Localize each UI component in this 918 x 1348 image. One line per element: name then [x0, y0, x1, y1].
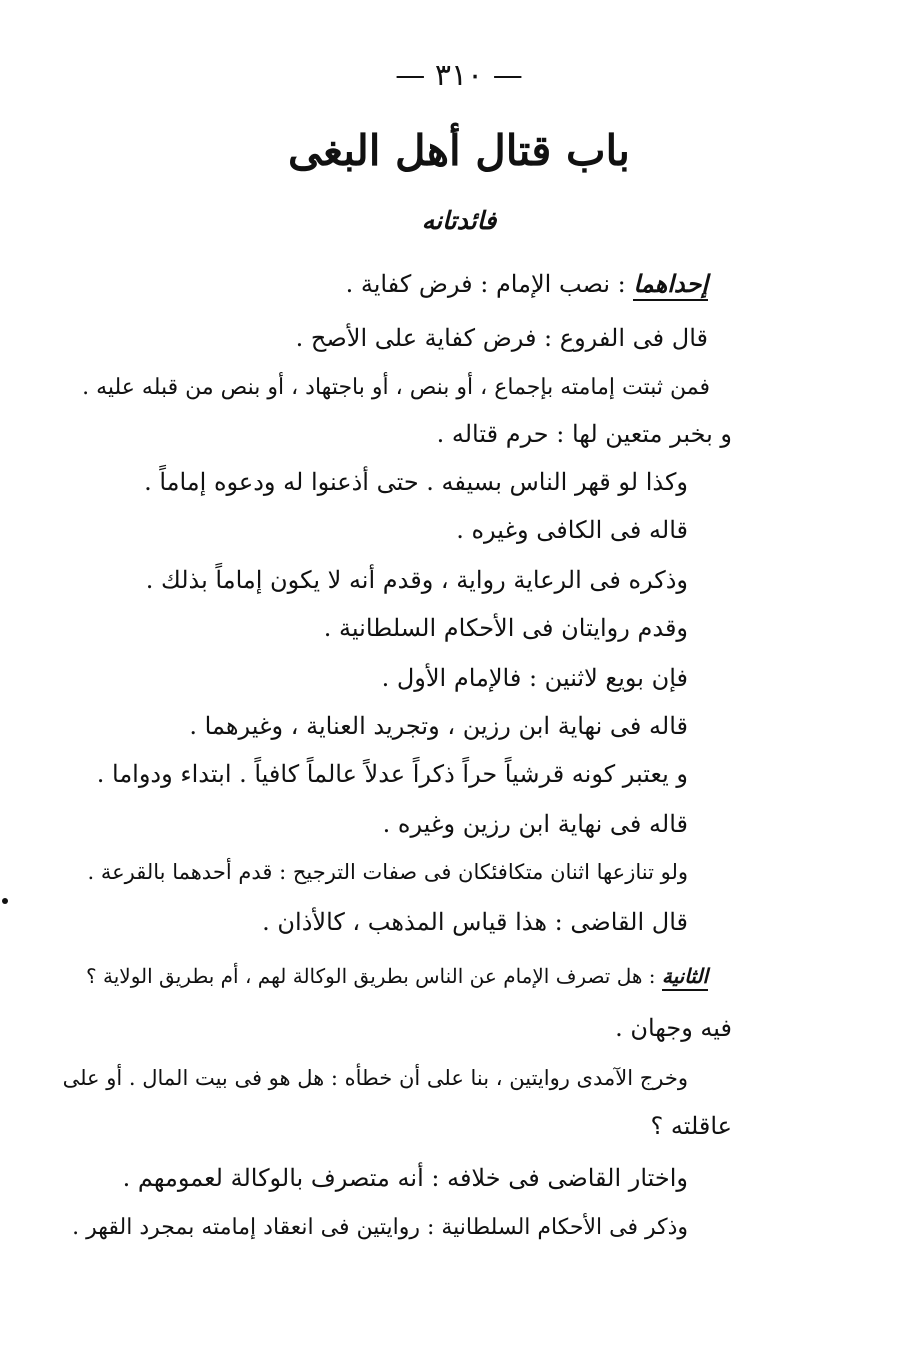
- text-line: [296, 318, 708, 358]
- line-text: قاله فى نهاية ابن رزين وغيره .: [382, 810, 688, 838]
- line-lead-word: الثانية: [662, 964, 708, 991]
- text-line: [615, 1008, 732, 1048]
- line-text: : هل تصرف الإمام عن الناس بطريق الوكالة لهم ، أم بطريق الولاية ؟: [86, 964, 662, 988]
- line-text: ولو تنازعها اثنان متكافئكان فى صفات الترجيح : قدم أحدهما بالقرعة .: [87, 860, 688, 884]
- chapter-title: باب قتال أهل البغى: [288, 126, 630, 175]
- line-text: وكذا لو قهر الناس بسيفه . حتى أذعنوا له ودعوه إماماً .: [144, 468, 688, 496]
- line-text: فيه وجهان .: [615, 1014, 732, 1042]
- text-line: [63, 1058, 688, 1098]
- text-line: [382, 658, 688, 698]
- line-text: واختار القاضى فى خلافه : أنه متصرف بالوكالة لعمومهم .: [122, 1164, 688, 1192]
- text-line: [144, 462, 688, 502]
- text-line: [346, 264, 708, 304]
- text-line: [383, 804, 688, 844]
- text-line: [82, 368, 710, 408]
- text-line: [97, 754, 688, 794]
- line-text: وذكره فى الرعاية رواية ، وقدم أنه لا يكون إماماً بذلك .: [145, 566, 688, 594]
- line-text: و يعتبر كونه قرشياً حراً ذكراً عدلاً عالماً كافياً . ابتداء ودواما .: [96, 760, 688, 788]
- line-text: قاله فى نهاية ابن رزين ، وتجريد العناية ، وغيرهما .: [189, 712, 688, 740]
- text-line: [146, 560, 688, 600]
- line-text: وخرج الآمدى روايتين ، بنا على أن خطأه : هل هو فى بيت المال . أو على: [62, 1066, 688, 1090]
- text-line: [86, 956, 708, 996]
- text-line: [650, 1106, 732, 1146]
- line-text: وقدم روايتان فى الأحكام السلطانية .: [323, 614, 688, 642]
- line-text: : نصب الإمام : فرض كفاية .: [345, 270, 634, 298]
- page-number: — ٣١٠ —: [395, 58, 523, 93]
- text-line: [189, 706, 688, 746]
- text-line: [437, 414, 732, 454]
- text-line: [262, 902, 688, 942]
- line-text: عاقلته ؟: [650, 1112, 732, 1140]
- margin-mark: [2, 898, 8, 904]
- section-subheading: فائدتانه: [421, 206, 497, 235]
- text-line: [123, 1158, 688, 1198]
- line-text: فمن ثبتت إمامته بإجماع ، أو بنص ، أو باجتهاد ، أو بنص من قبله عليه .: [82, 375, 710, 400]
- text-line: [72, 1208, 688, 1248]
- line-text: قاله فى الكافى وغيره .: [456, 516, 688, 544]
- text-line: [456, 510, 688, 550]
- line-lead-word: إحداهما: [633, 269, 708, 301]
- line-text: و بخبر متعين لها : حرم قتاله .: [436, 420, 732, 448]
- line-text: فإن بويع لاثنين : فالإمام الأول .: [381, 664, 688, 692]
- line-text: قال القاضى : هذا قياس المذهب ، كالأذان .: [262, 908, 688, 936]
- line-text: وذكر فى الأحكام السلطانية : روايتين فى انعقاد إمامته بمجرد القهر .: [72, 1215, 688, 1240]
- text-line: [88, 852, 688, 892]
- line-text: قال فى الفروع : فرض كفاية على الأصح .: [295, 324, 708, 352]
- text-line: [324, 608, 688, 648]
